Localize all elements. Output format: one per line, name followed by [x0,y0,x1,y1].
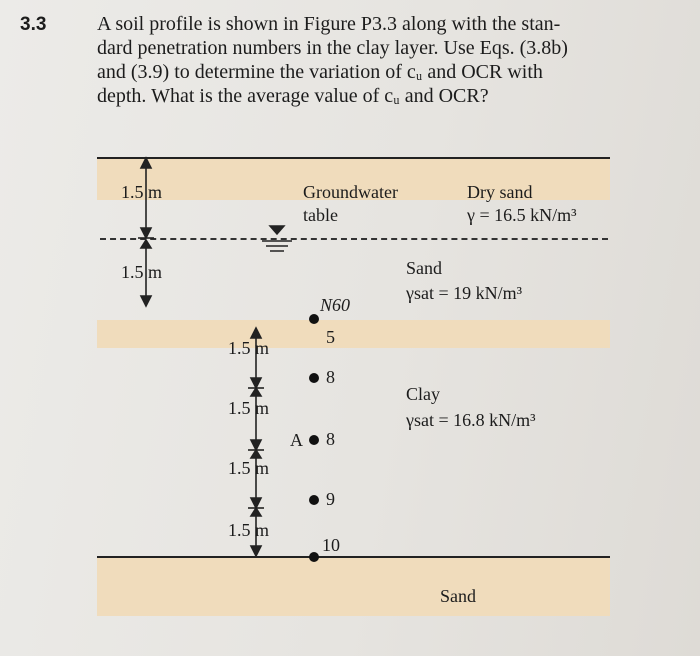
problem-line: and (3.9) to determine the variation of cᵤ and OCR with [97,61,543,83]
problem-line: A soil profile is shown in Figure P3.3 along with the stan- [97,13,561,35]
n60-value: 8 [326,367,335,387]
sand-unit-weight: γsat = 19 kN/m³ [406,283,522,303]
clay-unit-weight: γsat = 16.8 kN/m³ [406,410,536,430]
clay-spacing-label: 1.5 m [228,338,270,358]
n60-value: 8 [326,429,335,449]
sand-thickness-label: 1.5 m [121,262,163,282]
clay-spacing-label: 1.5 m [228,398,270,418]
n60-value: 10 [322,535,340,555]
spt-point [309,314,319,324]
dry-sand-unit-weight: γ = 16.5 kN/m³ [467,205,577,225]
table-label: table [303,205,338,225]
spt-point [309,552,319,562]
point-a-label: A [290,430,303,450]
problem-line: dard penetration numbers in the clay layer. Use Eqs. (3.8b) [97,37,568,59]
dry-sand-label: Dry sand [467,182,533,202]
spt-point [309,435,319,445]
dry-sand-thickness-label: 1.5 m [121,182,163,202]
n60-label: N60 [320,295,351,315]
clay-spacing-label: 1.5 m [228,458,270,478]
spt-point [309,373,319,383]
n60-value: 5 [326,327,335,347]
bottom-sand-label: Sand [440,586,476,606]
clay-spacing-label: 1.5 m [228,520,270,540]
problem-line: depth. What is the average value of cᵤ and OCR? [97,85,489,107]
n60-value: 9 [326,489,335,509]
spt-point [309,495,319,505]
sand-label: Sand [406,258,442,278]
groundwater-label: Groundwater [303,182,398,202]
problem-number: 3.3 [20,14,47,35]
clay-label: Clay [406,384,440,404]
